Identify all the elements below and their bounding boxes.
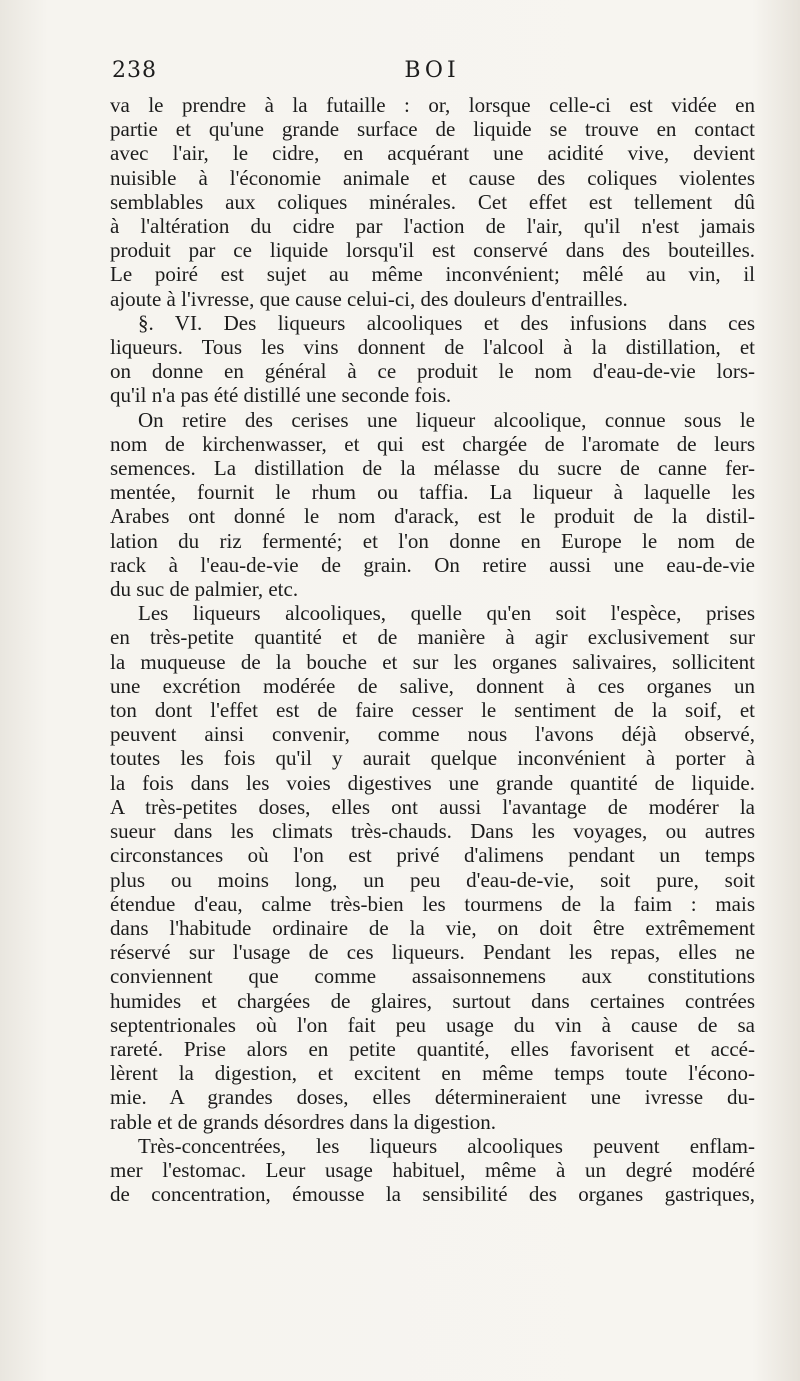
text-line: dans l'habitude ordinaire de la vie, on doit être extrêmement bbox=[110, 915, 755, 940]
text-line: rack à l'eau-de-vie de grain. On retire aussi une eau-de-vie bbox=[110, 552, 755, 577]
text-line: sueur dans les climats très-chauds. Dans les voyages, ou autres bbox=[110, 819, 755, 844]
text-line: plus ou moins long, un peu d'eau-de-vie, soit pure, soit bbox=[110, 867, 755, 892]
text-line: rable et de grands désordres dans la digestion. bbox=[110, 1109, 497, 1134]
text-line: de concentration, émousse la sensibilité des organes gastriques, bbox=[110, 1182, 755, 1207]
text-line: ton dont l'effet est de faire cesser le sentiment de la soif, et bbox=[110, 698, 755, 723]
text-line: étendue d'eau, calme très-bien les tourmens de la faim : mais bbox=[110, 891, 755, 916]
text-line: partie et qu'une grande surface de liquide se trouve en contact bbox=[110, 117, 755, 142]
text-line: en très-petite quantité et de manière à agir exclusivement sur bbox=[110, 625, 755, 650]
text-line: qu'il n'a pas été distillé une seconde fois. bbox=[110, 383, 452, 408]
text-line: on donne en général à ce produit le nom d'eau-de-vie lors- bbox=[110, 359, 755, 384]
text-line: va le prendre à la futaille : or, lorsque celle-ci est vidée en bbox=[110, 93, 755, 117]
text-line: ajoute à l'ivresse, que cause celui-ci, des douleurs d'entrailles. bbox=[110, 286, 628, 311]
text-line: la muqueuse de la bouche et sur les organes salivaires, sollicitent bbox=[110, 649, 755, 674]
text-line: septentrionales où l'on fait peu usage du vin à cause de sa bbox=[110, 1012, 755, 1037]
text-line: A très-petites doses, elles ont aussi l'avantage de modérer la bbox=[110, 794, 755, 819]
text-line: Les liqueurs alcooliques, quelle qu'en soit l'espèce, prises bbox=[138, 601, 755, 626]
text-line: circonstances où l'on est privé d'alimens pendant un temps bbox=[110, 843, 755, 868]
text-line: avec l'air, le cidre, en acquérant une acidité vive, devient bbox=[110, 141, 755, 166]
text-line: mer l'estomac. Leur usage habituel, même à un degré modéré bbox=[110, 1157, 755, 1182]
text-line: mentée, fournit le rhum ou taffia. La liqueur à laquelle les bbox=[110, 480, 755, 505]
page-body bbox=[110, 93, 755, 1206]
text-line: semences. La distillation de la mélasse du sucre de canne fer- bbox=[110, 456, 755, 481]
text-line: mie. A grandes doses, elles détermineraient une ivresse du- bbox=[110, 1085, 755, 1110]
text-line: lation du riz fermenté; et l'on donne en Europe le nom de bbox=[110, 528, 755, 553]
page-number: 238 bbox=[112, 58, 157, 83]
section-heading-line: §. VI. Des liqueurs alcooliques et des infusions dans ces bbox=[138, 310, 755, 335]
text-line: rareté. Prise alors en petite quantité, elles favorisent et accé- bbox=[110, 1036, 755, 1061]
text-line: peuvent ainsi convenir, comme nous l'avons déjà observé, bbox=[110, 722, 755, 747]
text-line: une excrétion modérée de salive, donnent à ces organes un bbox=[110, 673, 755, 698]
text-line: nom de kirchenwasser, et qui est chargée de l'aromate de leurs bbox=[110, 431, 755, 456]
text-line: Le poiré est sujet au même inconvénient; mêlé au vin, il bbox=[110, 262, 755, 287]
text-line: semblables aux coliques minérales. Cet effet est tellement dû bbox=[110, 189, 755, 214]
text-line: conviennent que comme assaisonnemens aux constitutions bbox=[110, 964, 755, 989]
text-line: On retire des cerises une liqueur alcoolique, connue sous le bbox=[138, 407, 755, 432]
text-line: la fois dans les voies digestives une grande quantité de liquide. bbox=[110, 770, 755, 795]
text-line: lèrent la digestion, et excitent en même temps toute l'écono- bbox=[110, 1061, 755, 1086]
text-line: du suc de palmier, etc. bbox=[110, 577, 299, 602]
text-line: liqueurs. Tous les vins donnent de l'alcool à la distillation, et bbox=[110, 335, 755, 360]
page-header bbox=[112, 58, 752, 88]
text-line: Très-concentrées, les liqueurs alcooliques peuvent enflam- bbox=[138, 1133, 755, 1158]
text-line: humides et chargées de glaires, surtout dans certaines contrées bbox=[110, 988, 755, 1013]
text-line: Arabes ont donné le nom d'arack, est le produit de la distil- bbox=[110, 504, 755, 529]
text-line: réservé sur l'usage de ces liqueurs. Pendant les repas, elles ne bbox=[110, 940, 755, 965]
text-line: à l'altération du cidre par l'action de l'air, qu'il n'est jamais bbox=[110, 214, 755, 239]
text-line: nuisible à l'économie animale et cause des coliques violentes bbox=[110, 165, 755, 190]
text-line: toutes les fois qu'il y aurait quelque inconvénient à porter à bbox=[110, 746, 755, 771]
running-head: BOI bbox=[404, 58, 460, 83]
text-line: produit par ce liquide lorsqu'il est conservé dans des bouteilles. bbox=[110, 238, 755, 263]
